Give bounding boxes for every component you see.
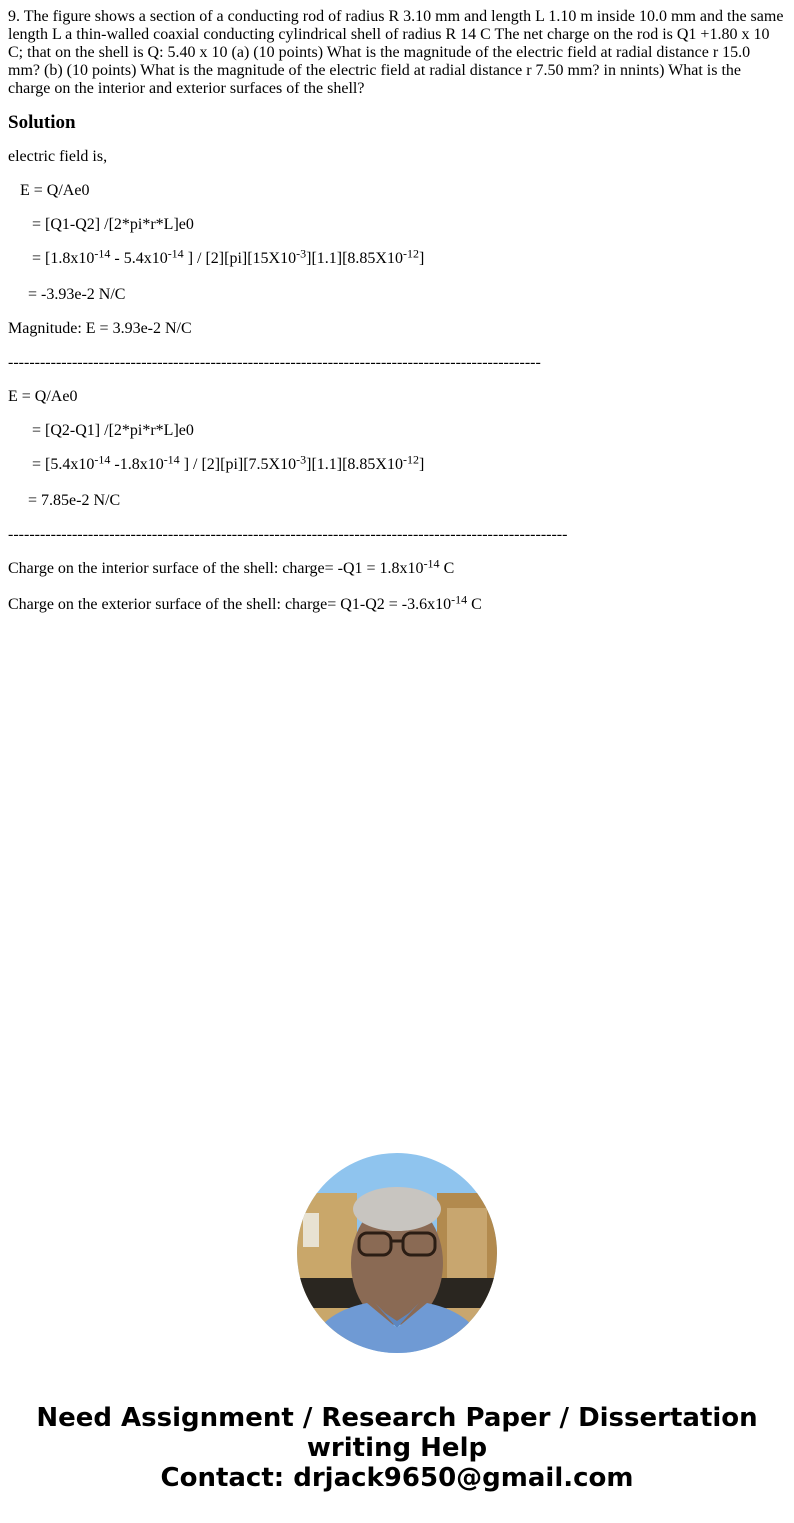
footer-contact-email: Contact: drjack9650@gmail.com xyxy=(160,1463,634,1493)
part-b-step2-text: ][1.1][8.85X10 xyxy=(306,456,403,473)
part-a-step1: = [Q1-Q2] /[2*pi*r*L]e0 xyxy=(32,216,194,233)
part-b-step2-text: ] / [2][pi][7.5X10 xyxy=(179,456,297,473)
author-avatar xyxy=(297,1153,497,1353)
part-a-step2-text: ] / [2][pi][15X10 xyxy=(183,250,297,267)
interior-charge-unit: C xyxy=(439,560,455,577)
interior-charge-line xyxy=(8,556,786,578)
document-content xyxy=(8,8,786,632)
exterior-charge-text: Charge on the exterior surface of the shell: charge= Q1-Q2 = -3.6x10 xyxy=(8,596,452,613)
part-a-step2-exponent: -14 xyxy=(94,246,111,261)
contact-footer xyxy=(0,1403,794,1493)
part-b-result: = 7.85e-2 N/C xyxy=(28,492,121,509)
part-a-step2-exponent: -3 xyxy=(296,246,307,261)
part-a-intro: electric field is, xyxy=(8,148,108,165)
part-a-step2 xyxy=(8,246,786,268)
part-a-step2-text: ] xyxy=(418,250,425,267)
part-b-formula: E = Q/Ae0 xyxy=(8,388,78,405)
interior-charge-text: Charge on the interior surface of the shell: charge= -Q1 = 1.8x10 xyxy=(8,560,424,577)
question-text: 9. The figure shows a section of a conducting rod of radius R 3.10 mm and length L 1.10 m inside 10.0 mm and the same length L a thin-walled coaxial conducting cylindrical shell of radius R 14 C The net charge on the rod is Q1 +1.80 x 10 C; that on the shell is Q: 5.40 x 10 (a) (10 points) What is the magnitude of the electric field at radial distance r 15.0 mm? (b) (10 points) What is the magnitude of the electric field at radial distance r 7.50 mm? in nnints) What is the charge on the interior and exterior surfaces of the shell? xyxy=(8,8,784,97)
exterior-charge-exponent: -14 xyxy=(451,592,468,607)
solution-heading: Solution xyxy=(8,112,76,133)
exterior-charge-unit: C xyxy=(467,596,482,613)
divider: --------------------------------------------------------------------------------------------------------- xyxy=(8,526,568,543)
part-b-step2-text: ] xyxy=(418,456,425,473)
footer-line-2: writing Help xyxy=(306,1433,488,1463)
part-a-step2-text: = [1.8x10 xyxy=(32,250,95,267)
part-a-magnitude: Magnitude: E = 3.93e-2 N/C xyxy=(8,320,192,337)
part-a-step2-exponent: -12 xyxy=(402,246,419,261)
part-b-step2-text: -1.8x10 xyxy=(110,456,164,473)
part-b-step2-exponent: -14 xyxy=(94,452,111,467)
author-portrait-image xyxy=(297,1153,497,1353)
divider: ---------------------------------------------------------------------------------------------------- xyxy=(8,354,541,371)
part-a-formula: E = Q/Ae0 xyxy=(20,182,90,199)
part-b-step1: = [Q2-Q1] /[2*pi*r*L]e0 xyxy=(32,422,194,439)
part-b-step2-exponent: -12 xyxy=(402,452,419,467)
part-b-step2-exponent: -3 xyxy=(296,452,307,467)
exterior-charge-line xyxy=(8,592,786,614)
part-b-step2-exponent: -14 xyxy=(163,452,180,467)
part-b-step2-text: = [5.4x10 xyxy=(32,456,95,473)
part-b-step2 xyxy=(8,452,786,474)
footer-line-1: Need Assignment / Research Paper / Dissertation xyxy=(36,1403,758,1433)
part-a-step2-text: ][1.1][8.85X10 xyxy=(306,250,403,267)
part-a-step2-exponent: -14 xyxy=(167,246,184,261)
interior-charge-exponent: -14 xyxy=(423,556,440,571)
part-a-result: = -3.93e-2 N/C xyxy=(28,286,126,303)
part-a-step2-text: - 5.4x10 xyxy=(110,250,168,267)
